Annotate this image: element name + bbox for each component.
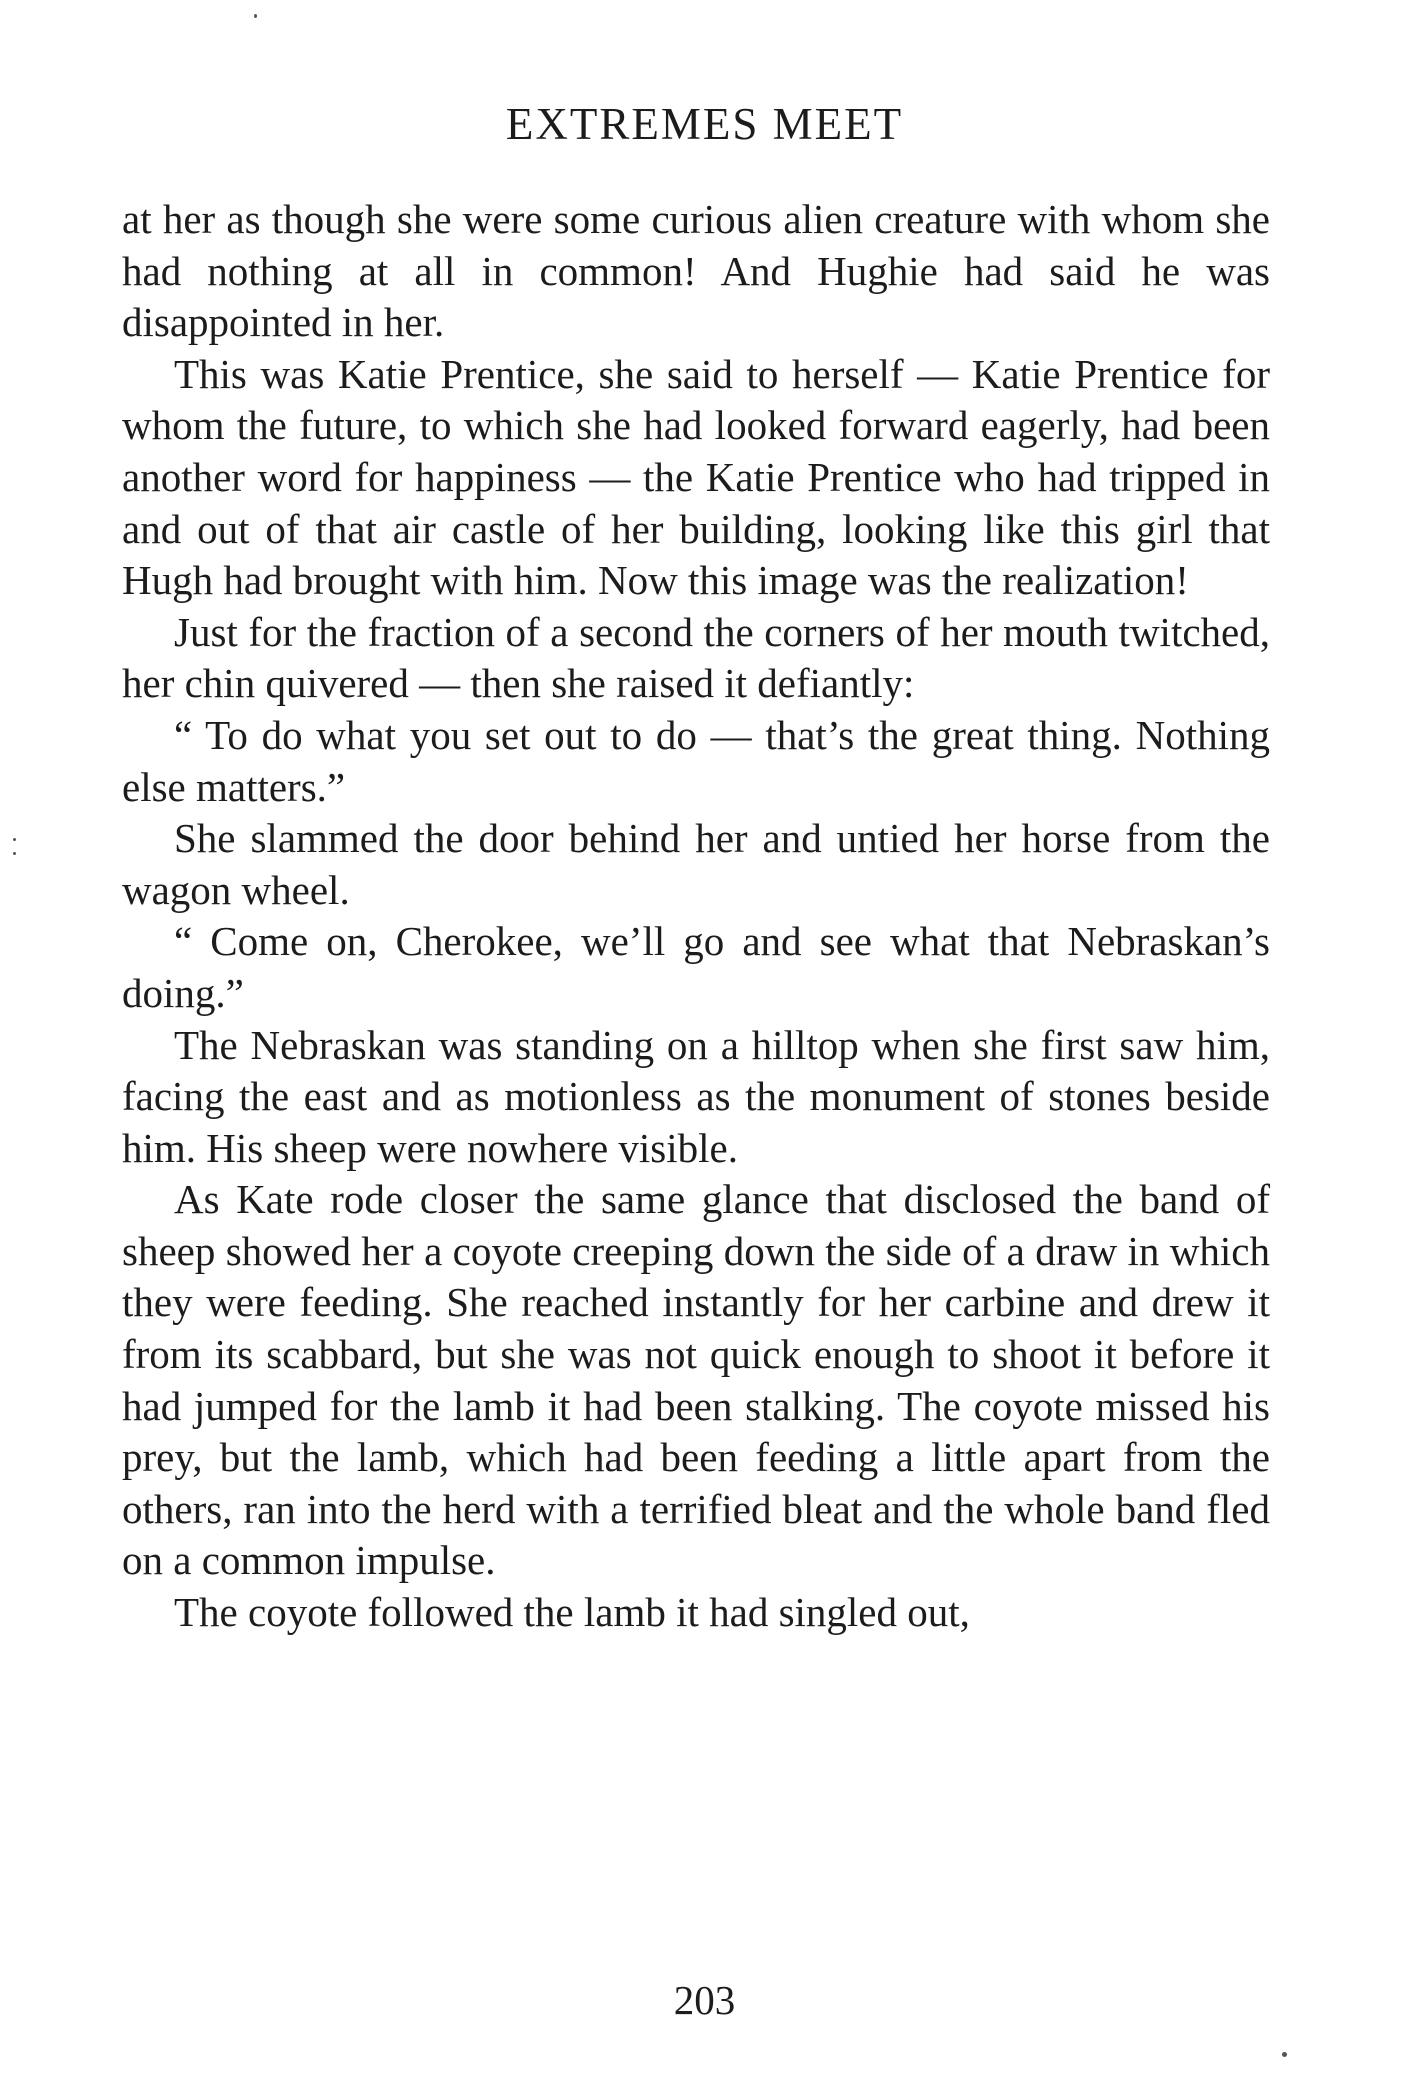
body-text <box>122 194 1270 1639</box>
scan-speck <box>13 852 16 855</box>
paragraph: She slammed the door behind her and untied her horse from the wagon wheel. <box>122 815 1270 913</box>
paragraph: This was Katie Prentice, she said to herself — Katie Prentice for whom the future, to which she had looked forward eagerly, had been another word for happiness — the Katie Prentice who had tripped in and out of that air castle of her building, looking like this girl that Hugh had brought with him. Now this image was the realization! <box>122 350 1270 604</box>
paragraph: The Nebraskan was standing on a hilltop when she first saw him, facing the east and as motionless as the monument of stones beside him. His sheep were nowhere visible. <box>122 1021 1270 1171</box>
paragraph-dialogue: “ To do what you set out to do — that’s the great thing. Nothing else matters.” <box>122 711 1270 810</box>
scan-speck <box>254 14 257 18</box>
paragraph-dialogue: “ Come on, Cherokee, we’ll go and see what that Nebraskan’s doing.” <box>122 918 1270 1016</box>
scan-speck <box>13 838 16 841</box>
page-number: 203 <box>673 1977 736 2023</box>
paragraph-continued: at her as though she were some curious alien creature with whom she had nothing at all in common! And Hughie had said he was disappointed in her. <box>122 196 1270 346</box>
paragraph: The coyote followed the lamb it had singled out, <box>174 1589 970 1636</box>
paragraph: Just for the fraction of a second the corners of her mouth twitched, her chin quivered — then she raised it defiantly: <box>122 608 1270 707</box>
running-head: EXTREMES MEET <box>505 99 904 149</box>
paragraph: As Kate rode closer the same glance that disclosed the band of sheep showed her a coyote creeping down the side of a draw in which they were feeding. She reached instantly for her carbine and drew it from its scabbard, but she was not quick enough to shoot it before it had jumped for the lamb it had been stalking. The coyote missed his prey, but the lamb, which had been feeding a little apart from the others, ran into the herd with a terrified bleat and the whole band fled on a common impulse. <box>122 1176 1270 1584</box>
scan-speck <box>1282 2052 1287 2057</box>
